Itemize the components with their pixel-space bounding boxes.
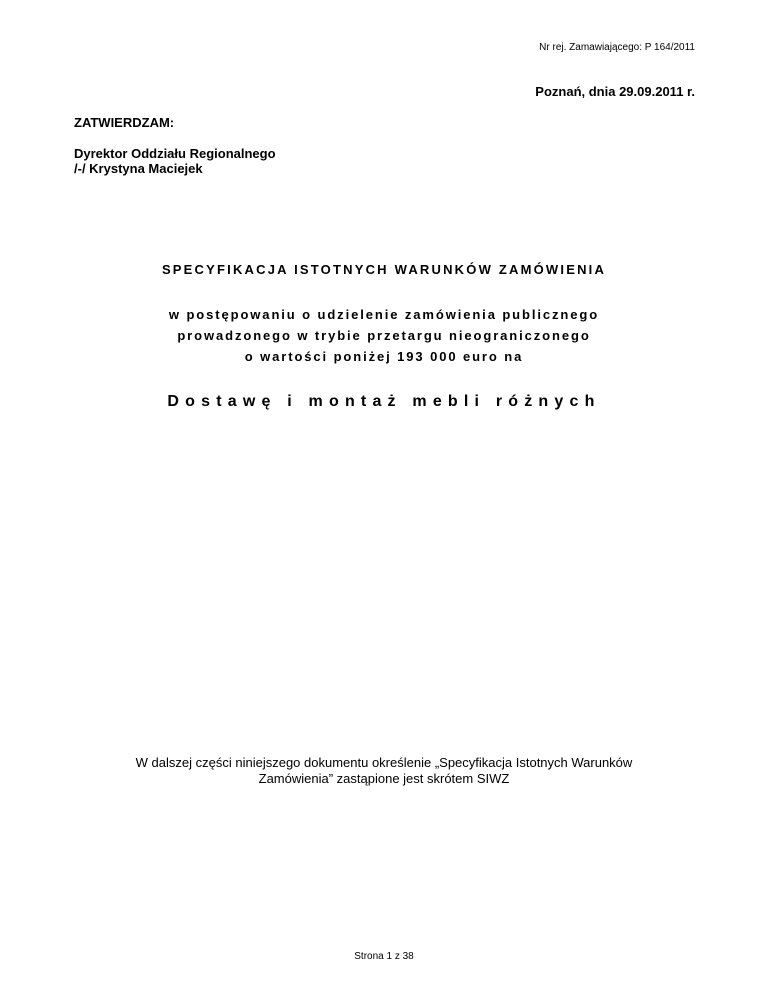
note-line: Zamówienia” zastąpione jest skrótem SIWZ	[258, 771, 510, 786]
page-number: Strona 1 z 38	[354, 951, 414, 962]
abbreviation-note	[0, 755, 768, 787]
procedure-line: w postępowaniu o udzielenie zamówienia publicznego	[168, 307, 600, 322]
signatory-position: Dyrektor Oddziału Regionalnego	[74, 146, 276, 161]
procedure-line: prowadzonego w trybie przetargu nieograniczonego	[177, 328, 591, 343]
registration-number: Nr rej. Zamawiającego: P 164/2011	[539, 42, 695, 53]
order-subject: Dostawę i montaż mebli różnych	[167, 393, 601, 410]
approval-heading: ZATWIERDZAM:	[74, 115, 175, 130]
place-and-date: Poznań, dnia 29.09.2011 r.	[535, 84, 695, 99]
procedure-description	[0, 304, 768, 367]
signatory-signature: /-/ Krystyna Maciejek	[74, 161, 203, 176]
signatory-block	[74, 146, 276, 176]
document-title: SPECYFIKACJA ISTOTNYCH WARUNKÓW ZAMÓWIENIA	[161, 262, 607, 277]
procedure-line: o wartości poniżej 193 000 euro na	[244, 349, 524, 364]
note-line: W dalszej części niniejszego dokumentu określenie „Specyfikacja Istotnych Warunków	[135, 755, 633, 770]
